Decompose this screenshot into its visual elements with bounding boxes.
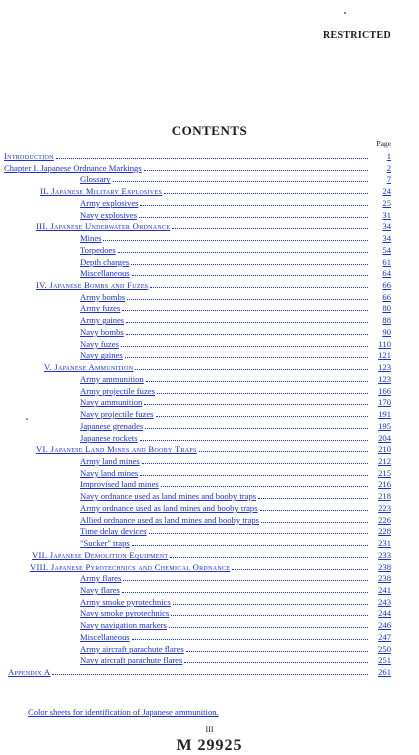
toc-entry[interactable] — [0, 666, 419, 677]
toc-entry-page[interactable]: 88 — [382, 315, 391, 326]
toc-entry[interactable] — [0, 619, 419, 630]
toc-entry-title[interactable]: Japanese grenades — [80, 420, 144, 431]
toc-entry[interactable] — [0, 349, 419, 360]
toc-entry-page[interactable]: 66 — [382, 280, 391, 291]
toc-entry-page[interactable]: 34 — [382, 221, 391, 232]
dot-leader — [52, 674, 368, 675]
toc-entry[interactable] — [0, 549, 419, 560]
toc-entry-title[interactable]: Navy aircraft parachute flares — [80, 655, 183, 666]
toc-entry-title[interactable]: Chapter I. Japanese Ordnance Markings — [4, 162, 142, 173]
toc-entry-title[interactable]: Time delay devices — [80, 526, 147, 537]
dot-leader — [157, 393, 368, 394]
toc-entry-page[interactable]: 1 — [386, 151, 391, 161]
toc-entry[interactable] — [0, 396, 419, 407]
toc-entry[interactable] — [0, 256, 419, 267]
dot-leader — [142, 463, 368, 464]
toc-entry-title[interactable]: Navy ammunition — [80, 397, 143, 408]
toc-entry-title[interactable]: IV. Japanese Bombs and Fuzes — [36, 280, 149, 291]
toc-entry[interactable] — [0, 209, 419, 220]
toc-entry-page[interactable]: 210 — [378, 444, 391, 455]
toc-entry-page[interactable]: 123 — [378, 373, 391, 384]
dot-leader — [146, 381, 368, 382]
toc-entry-page[interactable]: 54 — [382, 244, 391, 255]
toc-entry-title[interactable]: II. Japanese Military Explosives — [40, 186, 163, 197]
dot-leader — [123, 580, 368, 581]
dot-leader — [131, 264, 368, 265]
dot-leader — [122, 310, 368, 311]
toc-entry-page[interactable]: 233 — [378, 549, 391, 560]
toc-entry-page[interactable]: 80 — [382, 303, 391, 314]
toc-entry-page[interactable]: 231 — [378, 538, 391, 549]
dot-leader — [121, 346, 368, 347]
toc-entry-title[interactable]: "Sucker" traps — [80, 538, 130, 549]
toc-entry[interactable] — [0, 478, 419, 489]
toc-entry[interactable] — [0, 596, 419, 607]
dot-leader — [261, 522, 368, 523]
toc-entry[interactable] — [0, 408, 419, 419]
dot-leader — [171, 615, 368, 616]
toc-entry-title[interactable]: Miscellaneous — [80, 631, 130, 642]
toc-entry-page[interactable]: 166 — [378, 385, 391, 396]
toc-entry-page[interactable]: 218 — [378, 491, 391, 502]
toc-entry-page[interactable]: 66 — [382, 291, 391, 302]
toc-entry[interactable] — [0, 302, 419, 313]
toc-entry-title[interactable]: Army explosives — [80, 197, 139, 208]
dot-leader — [140, 440, 368, 441]
toc-entry[interactable] — [0, 537, 419, 548]
toc-entry-title[interactable]: Miscellaneous — [80, 268, 130, 279]
toc-entry-title[interactable]: Navy land mines — [80, 467, 139, 478]
toc-entry-page[interactable]: 216 — [378, 479, 391, 490]
toc-entry-page[interactable]: 90 — [382, 326, 391, 337]
toc-entry-page[interactable]: 191 — [378, 409, 391, 420]
toc-entry[interactable] — [0, 631, 419, 642]
toc-entry-title[interactable]: Army ammunition — [80, 373, 144, 384]
toc-entry-page[interactable]: 204 — [378, 432, 391, 443]
toc-entry[interactable] — [0, 502, 419, 513]
dot-leader — [135, 369, 368, 370]
dot-leader — [186, 651, 368, 652]
toc-entry-title[interactable]: Navy flares — [80, 585, 120, 595]
toc-entry-title[interactable]: Appendix A — [8, 667, 51, 678]
toc-entry[interactable] — [0, 572, 419, 583]
toc-entry[interactable] — [0, 244, 419, 255]
toc-entry[interactable] — [0, 173, 419, 184]
toc-entry-page[interactable]: 223 — [378, 502, 391, 513]
toc-entry-title[interactable]: Navy gaines — [80, 350, 123, 361]
toc-entry[interactable] — [0, 338, 419, 349]
toc-entry[interactable] — [0, 197, 419, 208]
dot-leader — [132, 639, 368, 640]
toc-entry-page[interactable]: 247 — [378, 631, 391, 642]
toc-entry[interactable] — [0, 314, 419, 325]
dot-leader — [144, 404, 368, 405]
toc-entry[interactable] — [0, 385, 419, 396]
dot-leader — [161, 486, 368, 487]
dot-leader — [169, 627, 368, 628]
toc-entry-title[interactable]: Mines — [80, 233, 102, 244]
dot-leader — [156, 416, 369, 417]
toc-entry[interactable] — [0, 467, 419, 478]
toc-entry[interactable] — [0, 291, 419, 302]
page-number: III — [205, 725, 214, 734]
toc-entry-title[interactable]: Japanese rockets — [80, 432, 138, 443]
toc-entry-page[interactable]: 238 — [378, 573, 391, 584]
dot-leader — [132, 545, 368, 546]
contents-title: CONTENTS — [171, 123, 248, 138]
toc-entry[interactable] — [0, 584, 419, 595]
toc-entry-title[interactable]: Torpedoes — [80, 244, 116, 255]
toc-entry-title[interactable]: Navy explosives — [80, 209, 138, 220]
toc-entry-page[interactable]: 64 — [382, 268, 391, 279]
dot-leader — [150, 287, 368, 288]
toc-entry-page[interactable]: 2 — [386, 162, 391, 173]
toc-entry[interactable] — [0, 279, 419, 290]
toc-entry-page[interactable]: 34 — [382, 233, 391, 244]
dot-leader — [122, 592, 368, 593]
toc-entry[interactable] — [0, 607, 419, 618]
page-column-label: Page — [376, 139, 391, 148]
dot-leader — [172, 228, 368, 229]
toc-entry-page[interactable]: 61 — [382, 256, 391, 267]
toc-entry-title[interactable]: Navy smoke pyrotechnics — [80, 608, 170, 619]
dot-leader — [144, 170, 368, 171]
toc-entry[interactable] — [0, 420, 419, 431]
toc-entry-title[interactable]: Navy ordnance used as land mines and booby traps — [80, 491, 257, 502]
toc-entry-title[interactable]: Introduction — [4, 151, 54, 161]
top-dot — [344, 12, 346, 14]
toc-entry-page[interactable]: 243 — [378, 596, 391, 607]
dot-leader — [127, 299, 368, 300]
toc-entry[interactable] — [0, 514, 419, 525]
toc-entry[interactable] — [0, 150, 419, 161]
toc-entry-title[interactable]: Army ordnance used as land mines and booby traps — [80, 502, 258, 513]
toc-entry[interactable] — [0, 267, 419, 278]
toc-entry-title[interactable]: Navy navigation markers — [80, 620, 167, 631]
toc-entry[interactable] — [0, 654, 419, 665]
toc-entry-title[interactable]: Army bombs — [80, 291, 126, 302]
dot-leader — [139, 217, 368, 218]
toc-entry-title[interactable]: Army aircraft parachute flares — [80, 643, 184, 654]
dot-leader — [118, 252, 368, 253]
toc-entry[interactable] — [0, 220, 419, 231]
toc-entry-title[interactable]: Army projectile fuzes — [80, 385, 155, 396]
toc-entry-title[interactable]: VII. Japanese Demolition Equipment — [32, 549, 169, 560]
dot-leader — [140, 475, 368, 476]
dot-leader — [173, 604, 368, 605]
document-stamp: M 29925 — [176, 737, 243, 754]
toc-entry-title[interactable]: Navy fuzes — [80, 338, 119, 349]
toc-entry-page[interactable]: 195 — [378, 420, 391, 431]
toc-entry[interactable] — [0, 490, 419, 501]
toc-entry[interactable] — [0, 443, 419, 454]
toc-entry-title[interactable]: Army fuzes — [80, 303, 121, 314]
toc-entry-page[interactable]: 251 — [378, 655, 391, 666]
toc-entry-title[interactable]: Depth charges — [80, 256, 130, 267]
dot-leader — [164, 193, 368, 194]
toc-entry-page[interactable]: 24 — [382, 186, 391, 197]
color-sheets-link[interactable]: Color sheets for identification of Japanese ammunition. — [28, 707, 219, 717]
toc-entry[interactable] — [0, 326, 419, 337]
stray-mark — [26, 418, 28, 420]
toc-entry-title[interactable]: Army smoke pyrotechnics — [80, 596, 171, 607]
dot-leader — [56, 158, 368, 159]
dot-leader — [199, 451, 368, 452]
dot-leader — [125, 357, 368, 358]
toc-entry-title[interactable]: VIII. Japanese Pyrotechnics and Chemical Ordnance — [30, 561, 231, 572]
dot-leader — [149, 533, 368, 534]
toc-entry-page[interactable]: 238 — [378, 561, 391, 572]
toc-entry-title[interactable]: V. Japanese Ammunition — [44, 362, 134, 373]
toc-entry-page[interactable]: 246 — [378, 620, 391, 631]
toc-entry-page[interactable]: 110 — [378, 338, 391, 349]
toc-entry-title[interactable]: Army gaines — [80, 315, 125, 326]
toc-entry-title[interactable]: VI. Japanese Land Mines and Booby Traps — [36, 444, 197, 455]
toc-entry-page[interactable]: 250 — [378, 643, 391, 654]
dot-leader — [260, 510, 368, 511]
toc-entry-page[interactable]: 215 — [378, 467, 391, 478]
toc-entry-title[interactable]: Glossary — [80, 174, 111, 185]
toc-entry-page[interactable]: 123 — [378, 362, 391, 373]
toc-entry-page[interactable]: 31 — [382, 209, 391, 220]
toc-entry-title[interactable]: Navy projectile fuzes — [80, 409, 154, 420]
toc-entry[interactable] — [0, 162, 419, 173]
dot-leader — [184, 662, 368, 663]
dot-leader — [132, 275, 368, 276]
dot-leader — [140, 205, 368, 206]
toc-entry[interactable] — [0, 361, 419, 372]
toc-entry-title[interactable]: Army flares — [80, 573, 122, 584]
toc-entry-page[interactable]: 121 — [378, 350, 391, 361]
toc-entry-page[interactable]: 212 — [378, 455, 391, 466]
toc-entry[interactable] — [0, 561, 419, 572]
toc-entry-title[interactable]: Army land mines — [80, 455, 140, 466]
toc-entry[interactable] — [0, 432, 419, 443]
dot-leader — [126, 322, 368, 323]
toc-entry-page[interactable]: 7 — [386, 174, 391, 185]
toc-entry-page[interactable]: 241 — [378, 585, 391, 595]
toc-entry[interactable] — [0, 232, 419, 243]
toc-entry-title[interactable]: Allied ordnance used as land mines and booby traps — [80, 514, 259, 525]
toc-entry-title[interactable]: III. Japanese Underwater Ordnance — [36, 221, 171, 232]
toc-entry[interactable] — [0, 373, 419, 384]
toc-entry-title[interactable]: Navy bombs — [80, 326, 124, 337]
toc-entry[interactable] — [0, 185, 419, 196]
dot-leader — [258, 498, 368, 499]
dot-leader — [232, 569, 368, 570]
toc-entry[interactable] — [0, 643, 419, 654]
toc-entry-page[interactable]: 226 — [378, 514, 391, 525]
toc-entry-title[interactable]: Improvised land mines — [80, 479, 159, 490]
dot-leader — [113, 181, 368, 182]
dot-leader — [145, 428, 368, 429]
toc-entry-page[interactable]: 228 — [378, 526, 391, 537]
toc-entry-page[interactable]: 25 — [382, 197, 391, 208]
toc-entry-page[interactable]: 244 — [378, 608, 391, 619]
toc-entry-page[interactable]: 170 — [378, 397, 391, 408]
restricted-label: RESTRICTED — [322, 30, 391, 41]
dot-leader — [103, 240, 368, 241]
dot-leader — [126, 334, 368, 335]
toc-entry[interactable] — [0, 525, 419, 536]
toc-entry-page[interactable]: 261 — [378, 667, 391, 678]
toc-entry[interactable] — [0, 455, 419, 466]
dot-leader — [170, 557, 368, 558]
